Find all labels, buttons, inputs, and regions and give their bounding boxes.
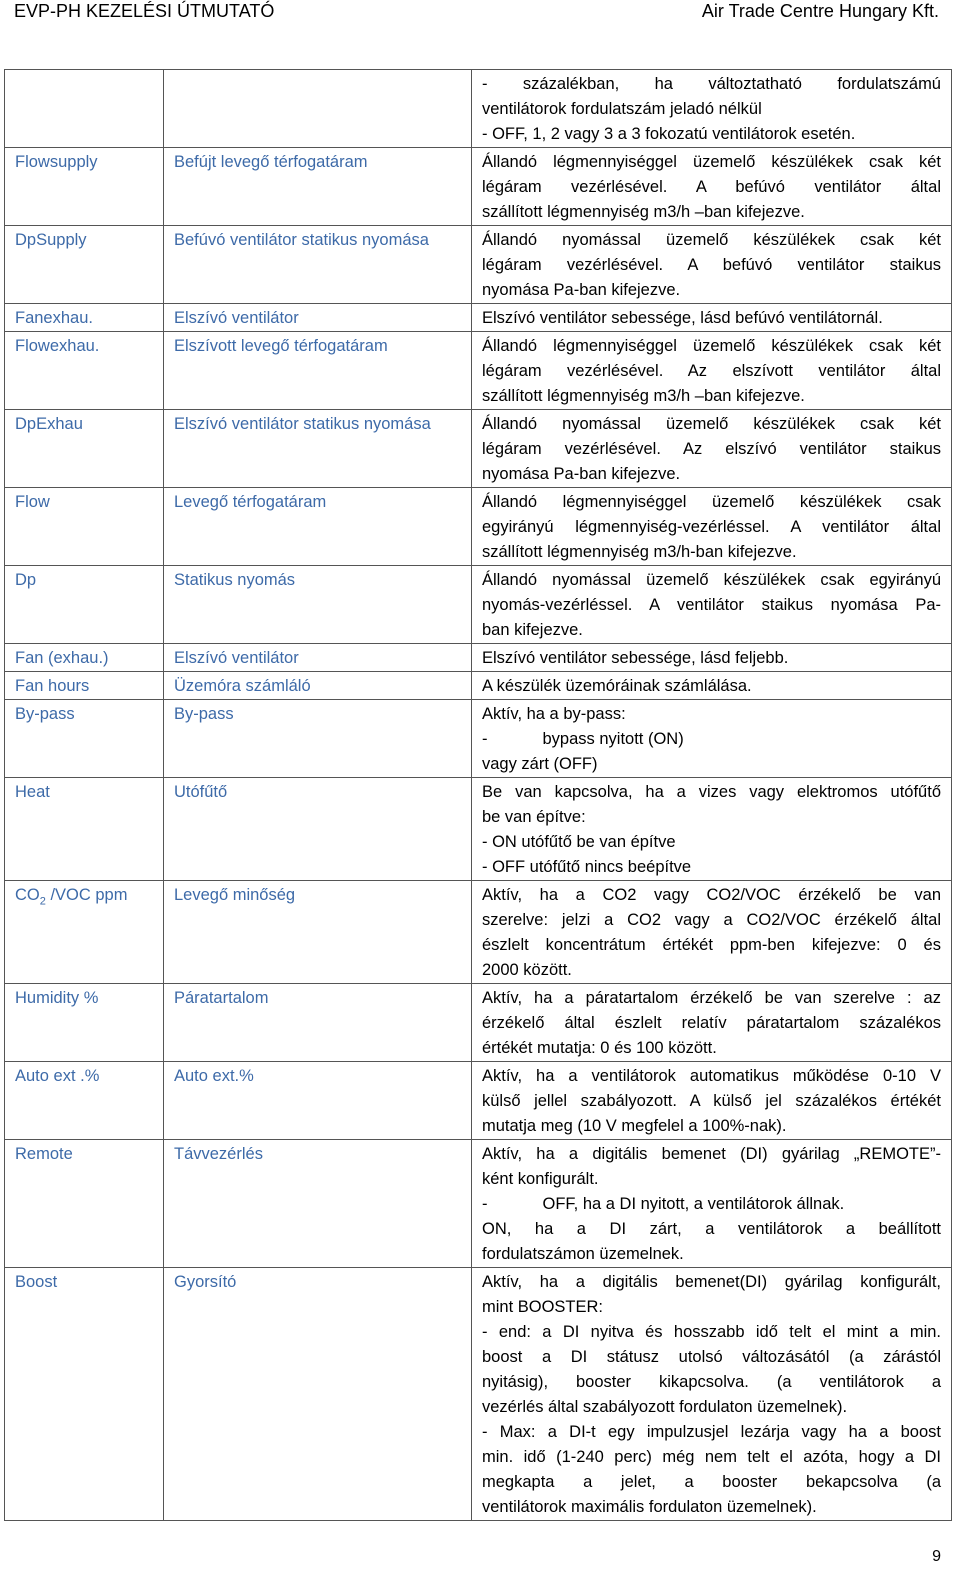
- description-line: légáram vezérlésével. A befúvó ventilátor által: [482, 178, 941, 196]
- description-line: légáram vezérlésével. A befúvó ventilátor staikus: [482, 256, 941, 274]
- parameter-name: [164, 70, 472, 148]
- description-line: érzékelő által észlelt relatív páratartalom százalékos: [482, 1014, 941, 1032]
- parameter-code: Heat: [5, 778, 164, 881]
- parameter-name: Utófűtő: [164, 778, 472, 881]
- description-line: Aktív, ha a digitális bemenet (DI) gyárilag „REMOTE”-: [482, 1145, 941, 1163]
- table-row: [5, 984, 952, 1062]
- table-row: [5, 1062, 952, 1140]
- description-line: szerelve: jelzi a CO2 vagy a CO2/VOC érzékelő által: [482, 911, 941, 929]
- description-line: ventilátorok fordulatszám jeladó nélkül: [482, 100, 762, 118]
- description-line: mutatja meg (10 V megfelel a 100%-nak).: [482, 1117, 787, 1135]
- parameter-description: [472, 304, 952, 332]
- table-row: [5, 70, 952, 148]
- parameter-name: Távvezérlés: [164, 1140, 472, 1268]
- description-line: ban kifejezve.: [482, 621, 583, 639]
- description-line: - ON utófűtő be van építve: [482, 833, 676, 851]
- parameter-code: Fan hours: [5, 672, 164, 700]
- parameter-code: Fanexhau.: [5, 304, 164, 332]
- parameter-code: DpSupply: [5, 226, 164, 304]
- parameter-description: [472, 644, 952, 672]
- parameter-code: DpExhau: [5, 410, 164, 488]
- parameter-code: By-pass: [5, 700, 164, 778]
- parameter-description: [472, 566, 952, 644]
- description-line: vezérlés által szabályozott fordulaton üzemelnek).: [482, 1398, 848, 1416]
- description-line: egyirányú légmennyiség-vezérléssel. A ventilátor által: [482, 518, 941, 536]
- parameter-code: Dp: [5, 566, 164, 644]
- table-row: [5, 226, 952, 304]
- parameter-name: Auto ext.%: [164, 1062, 472, 1140]
- description-line: szállított légmennyiség m3/h –ban kifejezve.: [482, 203, 805, 221]
- parameter-description: [472, 488, 952, 566]
- table-row: [5, 304, 952, 332]
- description-line: szállított légmennyiség m3/h –ban kifejezve.: [482, 387, 805, 405]
- description-line: min. idő (1-240 perc) még nem telt el azóta, hogy a DI: [482, 1448, 941, 1466]
- parameter-name: Elszívott levegő térfogatáram: [164, 332, 472, 410]
- description-line: ventilátorok maximális fordulaton üzemelnek).: [482, 1498, 817, 1516]
- parameter-description: [472, 70, 952, 148]
- description-line: Be van kapcsolva, ha a vizes vagy elektromos utófűtő: [482, 783, 941, 801]
- parameter-code: Fan (exhau.): [5, 644, 164, 672]
- description-line: Elszívó ventilátor sebessége, lásd befúvó ventilátornál.: [482, 309, 883, 327]
- table-row: [5, 644, 952, 672]
- parameter-description: [472, 1062, 952, 1140]
- document-title: EVP-PH KEZELÉSI ÚTMUTATÓ: [14, 1, 275, 21]
- description-line: megkapta a jelet, a booster bekapcsolva (a: [482, 1473, 941, 1491]
- parameter-code: Humidity %: [5, 984, 164, 1062]
- parameter-description: [472, 881, 952, 984]
- description-line: - OFF, 1, 2 vagy 3 a 3 fokozatú ventilátorok esetén.: [482, 125, 856, 143]
- description-line: Állandó légmennyiséggel üzemelő készülékek csak két: [482, 337, 941, 355]
- parameter-description: [472, 778, 952, 881]
- parameter-name: Levegő térfogatáram: [164, 488, 472, 566]
- description-line: nyomása Pa-ban kifejezve.: [482, 465, 681, 483]
- description-line: Állandó nyomással üzemelő készülékek csak két: [482, 231, 941, 249]
- parameter-description: [472, 148, 952, 226]
- table-row: [5, 332, 952, 410]
- parameter-description: [472, 1140, 952, 1268]
- table-row: [5, 1140, 952, 1268]
- description-line: nyomása Pa-ban kifejezve.: [482, 281, 681, 299]
- description-line: - end: a DI nyitva és hosszabb idő telt el mint a min.: [482, 1323, 941, 1341]
- parameter-code: Auto ext .%: [5, 1062, 164, 1140]
- table-row: [5, 778, 952, 881]
- parameter-description: [472, 332, 952, 410]
- description-line: szállított légmennyiség m3/h-ban kifejezve.: [482, 543, 797, 561]
- description-line: mint BOOSTER:: [482, 1298, 604, 1316]
- page-header: [0, 0, 960, 26]
- description-line: be van építve:: [482, 808, 586, 826]
- parameter-name: Elszívó ventilátor statikus nyomása: [164, 410, 472, 488]
- table-row: [5, 410, 952, 488]
- description-line: - százalékban, ha változtatható fordulatszámú: [482, 75, 941, 93]
- parameter-code: Boost: [5, 1268, 164, 1521]
- table-row: [5, 1268, 952, 1521]
- description-line: - OFF, ha a DI nyitott, a ventilátorok állnak.: [482, 1195, 845, 1213]
- description-line: Elszívó ventilátor sebessége, lásd feljebb.: [482, 649, 789, 667]
- description-line: A készülék üzemóráinak számlálása.: [482, 677, 752, 695]
- table-row: [5, 148, 952, 226]
- description-line: Állandó légmennyiséggel üzemelő készülékek csak két: [482, 153, 941, 171]
- description-line: nyomás-vezérléssel. A ventilátor staikus nyomása Pa-: [482, 596, 941, 614]
- parameter-code: Remote: [5, 1140, 164, 1268]
- description-line: nyitásig), booster kikapcsolva. (a ventilátorok a: [482, 1373, 941, 1391]
- parameter-name: Elszívó ventilátor: [164, 304, 472, 332]
- parameter-code: Flowexhau.: [5, 332, 164, 410]
- description-line: boost a DI státusz utolsó változásától (a zárástól: [482, 1348, 941, 1366]
- description-line: értékét mutatja: 0 és 100 között.: [482, 1039, 717, 1057]
- table-row: [5, 566, 952, 644]
- parameter-table: [4, 69, 952, 1521]
- description-line: Állandó nyomással üzemelő készülékek csak két: [482, 415, 941, 433]
- table-row: [5, 488, 952, 566]
- parameter-code: Flow: [5, 488, 164, 566]
- parameter-name: Üzemóra számláló: [164, 672, 472, 700]
- parameter-name: Befúvó ventilátor statikus nyomása: [164, 226, 472, 304]
- description-line: külső jellel szabályozott. A külső jel százalékos értékét: [482, 1092, 941, 1110]
- parameter-code: Flowsupply: [5, 148, 164, 226]
- description-line: légáram vezérlésével. Az elszívott ventilátor által: [482, 362, 941, 380]
- description-line: Aktív, ha a CO2 vagy CO2/VOC érzékelő be van: [482, 886, 941, 904]
- company-name: Air Trade Centre Hungary Kft.: [701, 1, 939, 21]
- description-line: Aktív, ha a by-pass:: [482, 705, 626, 723]
- description-line: vagy zárt (OFF): [482, 755, 598, 773]
- description-line: Állandó nyomással üzemelő készülékek csak egyirányú: [482, 571, 941, 589]
- parameter-name: Elszívó ventilátor: [164, 644, 472, 672]
- table-row: [5, 881, 952, 984]
- description-line: - OFF utófűtő nincs beépítve: [482, 858, 692, 876]
- parameter-description: [472, 1268, 952, 1521]
- parameter-name: Levegő minőség: [164, 881, 472, 984]
- parameter-description: [472, 700, 952, 778]
- description-line: - Max: a DI-t egy impulzusjel lezárja vagy ha a boost: [482, 1423, 941, 1441]
- description-line: Aktív, ha a ventilátorok automatikus működése 0-10 V: [482, 1067, 941, 1085]
- table-row: [5, 700, 952, 778]
- page-number: 9: [932, 1548, 941, 1565]
- parameter-code: $CO_2$ /VOC ppm: [5, 881, 164, 984]
- description-line: Állandó légmennyiséggel üzemelő készülékek csak: [482, 493, 941, 511]
- parameter-code: [5, 70, 164, 148]
- description-line: 2000 között.: [482, 961, 572, 979]
- parameter-description: [472, 410, 952, 488]
- description-line: észlelt koncentrátum értékét ppm-ben kifejezve: 0 és: [482, 936, 941, 954]
- parameter-description: [472, 226, 952, 304]
- parameter-description: [472, 672, 952, 700]
- description-line: ON, ha a DI zárt, a ventilátorok a beállított: [482, 1220, 941, 1238]
- description-line: - bypass nyitott (ON): [482, 730, 684, 748]
- parameter-name: Statikus nyomás: [164, 566, 472, 644]
- table-row: [5, 672, 952, 700]
- description-line: fordulatszámon üzemelnek.: [482, 1245, 684, 1263]
- description-line: Aktív, ha a digitális bemenet(DI) gyárilag konfigurált,: [482, 1273, 941, 1291]
- description-line: Aktív, ha a páratartalom érzékelő be van szerelve : az: [482, 989, 941, 1007]
- description-line: légáram vezérlésével. Az elszívó ventilátor staikus: [482, 440, 941, 458]
- parameter-name: Befújt levegő térfogatáram: [164, 148, 472, 226]
- parameter-name: Gyorsító: [164, 1268, 472, 1521]
- parameter-description: [472, 984, 952, 1062]
- parameter-name: Páratartalom: [164, 984, 472, 1062]
- description-line: ként konfigurált.: [482, 1170, 599, 1188]
- parameter-name: By-pass: [164, 700, 472, 778]
